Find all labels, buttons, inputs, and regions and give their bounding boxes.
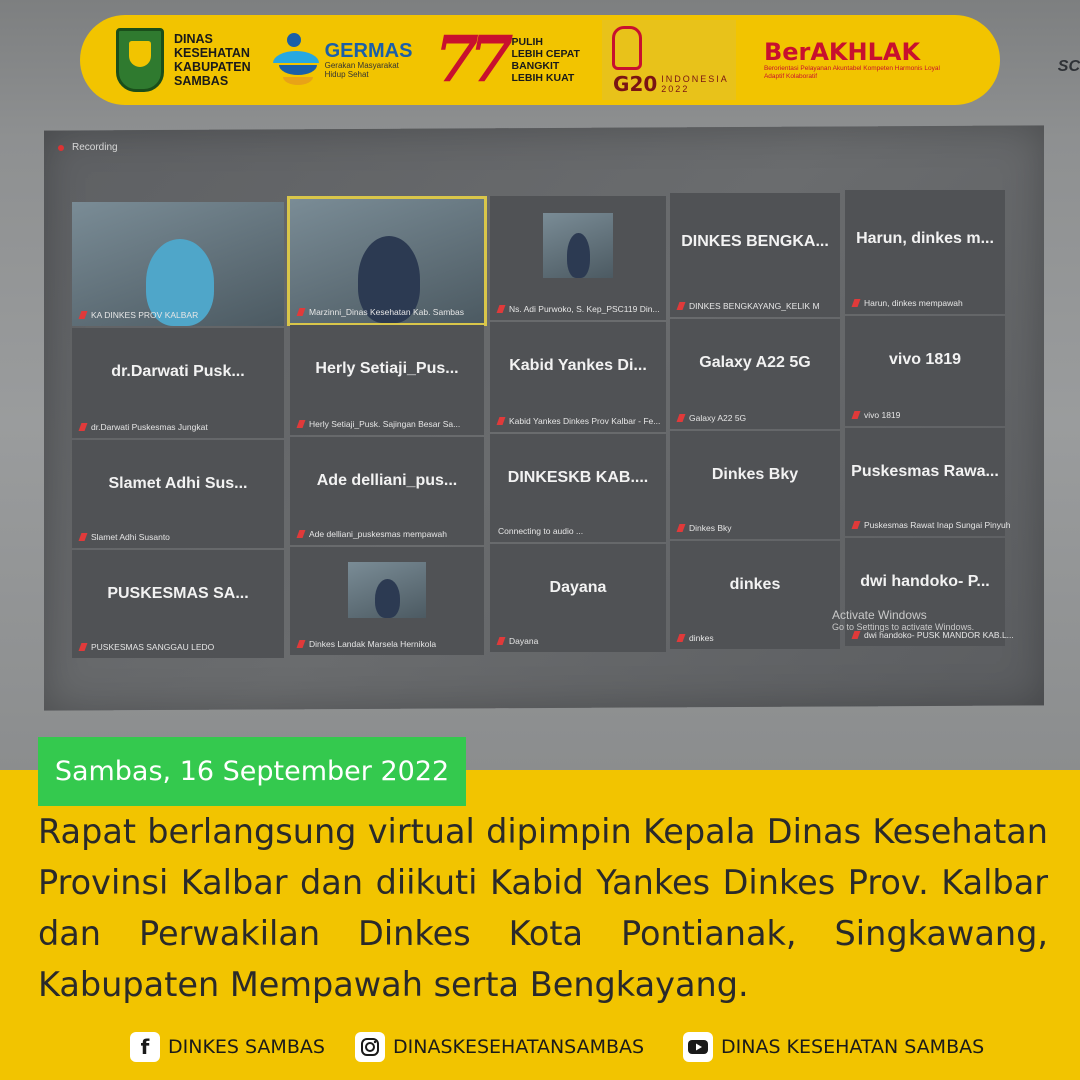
participant-display-name: DINKESKB KAB.... — [507, 468, 649, 486]
participant-name-label: PUSKESMAS SANGGAU LEDO — [80, 642, 214, 652]
participant-tile[interactable] — [290, 547, 484, 655]
participant-display-name: Slamet Adhi Sus... — [108, 474, 248, 492]
participant-name-label: Harun, dinkes mempawah — [853, 298, 963, 308]
participant-tile[interactable] — [72, 550, 284, 658]
person-silhouette — [375, 579, 400, 618]
muted-mic-icon — [79, 311, 88, 319]
participant-tile[interactable] — [72, 328, 284, 438]
participant-tile[interactable] — [490, 322, 666, 432]
hut-ri-77-logo — [434, 22, 580, 97]
projector-brand: SC — [1057, 58, 1080, 75]
date-label: Sambas, 16 September 2022 — [38, 737, 466, 806]
muted-mic-icon — [79, 533, 88, 541]
participant-display-name: dinkes — [729, 575, 781, 593]
muted-mic-icon — [497, 305, 506, 313]
participant-display-name: PUSKESMAS SA... — [107, 584, 249, 602]
muted-mic-icon — [497, 417, 506, 425]
muted-mic-icon — [677, 302, 686, 310]
muted-mic-icon — [852, 411, 861, 419]
participant-tile[interactable] — [670, 319, 840, 429]
participant-tile[interactable] — [670, 193, 840, 317]
hut-77-number: 77 — [434, 22, 504, 97]
muted-mic-icon — [677, 634, 686, 642]
recording-indicator: Recording — [58, 142, 118, 153]
instagram-link[interactable]: DINASKESEHATANSAMBAS — [355, 1032, 644, 1062]
muted-mic-icon — [852, 299, 861, 307]
logo-banner — [80, 15, 1000, 105]
participant-name-label: DINKES BENGKAYANG_KELIK M — [678, 301, 820, 311]
participant-display-name: Herly Setiaji_Pus... — [315, 360, 459, 378]
participant-tile[interactable] — [72, 440, 284, 548]
participant-display-name: Harun, dinkes m... — [856, 229, 994, 247]
sambas-crest-icon — [116, 28, 164, 92]
germas-logo: GERMAS Gerakan Masyarakat Hidup Sehat — [273, 33, 413, 87]
berakhlak-title: BerAKHLAK — [763, 38, 921, 66]
muted-mic-icon — [677, 414, 686, 422]
participant-name-label: Galaxy A22 5G — [678, 413, 746, 423]
record-dot-icon — [58, 145, 64, 151]
hut-tagline: PULIH LEBIH CEPAT BANGKIT LEBIH KUAT — [511, 36, 580, 84]
muted-mic-icon — [79, 643, 88, 651]
activate-windows-watermark: Activate Windows Go to Settings to activate Windows. — [832, 608, 975, 632]
participant-video — [348, 562, 426, 618]
participant-name-label: Kabid Yankes Dinkes Prov Kalbar - Fe... — [498, 416, 660, 426]
participant-tile[interactable] — [670, 541, 840, 649]
participant-tile[interactable] — [845, 428, 1011, 536]
sambas-logo — [116, 28, 251, 92]
participant-video — [543, 213, 613, 277]
participant-video — [290, 199, 484, 323]
participant-display-name: Ade delliani_pus... — [316, 471, 458, 489]
youtube-icon — [683, 1032, 713, 1062]
muted-mic-icon — [297, 420, 306, 428]
muted-mic-icon — [297, 308, 306, 316]
participant-display-name: vivo 1819 — [888, 351, 962, 369]
germas-figure-icon — [273, 33, 321, 87]
participant-display-name: Puskesmas Rawa... — [851, 462, 999, 480]
participant-tile[interactable] — [490, 434, 666, 542]
participant-name-label: Dayana — [498, 636, 538, 646]
muted-mic-icon — [677, 524, 686, 532]
participant-name-label: Ns. Adi Purwoko, S. Kep_PSC119 Din... — [498, 304, 660, 314]
participant-video — [72, 202, 284, 326]
participant-name-label: Ade delliani_puskesmas mempawah — [298, 529, 447, 539]
participant-name-label: Connecting to audio ... — [498, 526, 584, 536]
participant-name-label: dr.Darwati Puskesmas Jungkat — [80, 422, 208, 432]
germas-title: GERMAS — [324, 40, 413, 62]
participant-name-label: Dinkes Bky — [678, 523, 732, 533]
participant-name-label: dinkes — [678, 633, 714, 643]
participant-name-label: Slamet Adhi Susanto — [80, 532, 170, 542]
g20-gunungan-icon — [612, 26, 642, 70]
participant-name-label: Herly Setiaji_Pusk. Sajingan Besar Sa... — [298, 419, 460, 429]
g20-logo: G20 INDONESIA 2022 — [602, 20, 736, 100]
participant-tile[interactable] — [72, 202, 284, 326]
berakhlak-subtitle: Berorientasi Pelayanan Akuntabel Kompeten Harmonis Loyal Adaptif Kolaboratif — [763, 65, 940, 80]
participant-name-label: Dinkes Landak Marsela Hernikola — [298, 639, 436, 649]
person-silhouette — [567, 233, 590, 278]
participant-name-label: Marzinni_Dinas Kesehatan Kab. Sambas — [298, 307, 464, 317]
participant-display-name: Dinkes Bky — [711, 465, 799, 483]
muted-mic-icon — [497, 637, 506, 645]
participant-display-name: Dayana — [549, 578, 607, 596]
participant-display-name: dwi handoko- P... — [860, 572, 990, 590]
participant-name-label: vivo 1819 — [853, 410, 900, 420]
muted-mic-icon — [852, 521, 861, 529]
participant-tile[interactable] — [490, 544, 666, 652]
participant-display-name: Kabid Yankes Di... — [509, 357, 647, 375]
participant-tile[interactable] — [845, 190, 1005, 314]
participant-tile[interactable] — [290, 199, 484, 323]
caption-text: Rapat berlangsung virtual dipimpin Kepala Dinas Kesehatan Provinsi Kalbar dan diikuti Kabid Yankes Dinkes Prov. Kalbar dan Perwakilan Dinkes Kota Pontianak, Singkawang, Kabupaten Mempawah serta Bengkayang. — [38, 812, 1048, 1004]
facebook-icon: f — [130, 1032, 160, 1062]
participant-name-label: dwi handoko- PUSK MANDOR KAB.L... — [853, 630, 1014, 640]
instagram-icon — [355, 1032, 385, 1062]
muted-mic-icon — [79, 423, 88, 431]
participant-tile[interactable] — [845, 316, 1005, 426]
participant-display-name: dr.Darwati Pusk... — [111, 363, 245, 381]
participant-display-name: DINKES BENGKA... — [681, 232, 829, 250]
muted-mic-icon — [297, 530, 306, 538]
youtube-link[interactable]: DINAS KESEHATAN SAMBAS — [683, 1032, 984, 1062]
participant-tile[interactable] — [670, 431, 840, 539]
berakhlak-logo — [764, 39, 954, 81]
muted-mic-icon — [297, 640, 306, 648]
participant-tile[interactable] — [490, 196, 666, 320]
dinas-name: DINAS KESEHATAN KABUPATEN SAMBAS — [174, 32, 251, 88]
participant-display-name: Galaxy A22 5G — [699, 354, 811, 372]
facebook-link[interactable]: f DINKES SAMBAS — [130, 1032, 325, 1062]
participant-name-label: KA DINKES PROV KALBAR — [80, 310, 198, 320]
participant-tile[interactable] — [290, 437, 484, 545]
participant-name-label: Puskesmas Rawat Inap Sungai Pinyuh — [853, 520, 1010, 530]
participant-tile[interactable] — [290, 325, 484, 435]
